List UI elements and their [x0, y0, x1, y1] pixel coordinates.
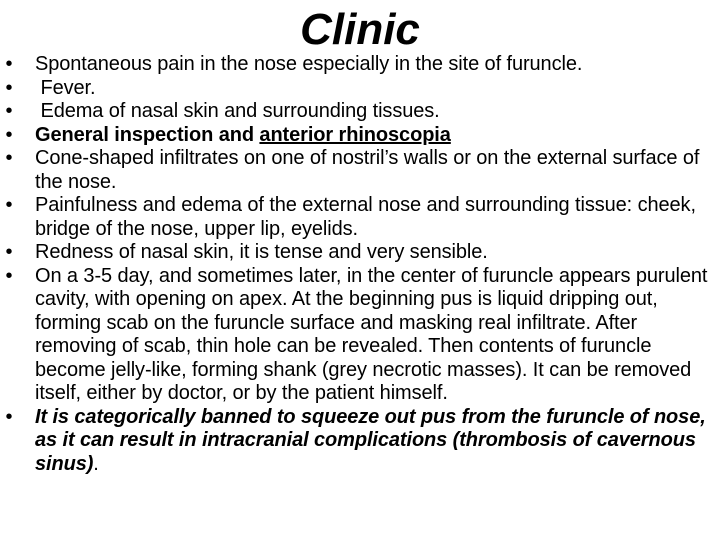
bullet-text: Edema of nasal skin and surrounding tissues. [35, 100, 440, 122]
bullet-item-fever [0, 77, 712, 101]
bullet-marker: • [5, 405, 13, 428]
bullet-list [0, 53, 712, 476]
bullet-marker: • [5, 147, 13, 169]
bullet-item-edema [0, 100, 712, 124]
bullet-item-inspection [0, 124, 712, 148]
bullet-text: Painfulness and edema of the external nose and surrounding tissue: cheek, bridge of the nose, upper lip, eyelids. [35, 194, 696, 240]
bullet-item-warning [0, 406, 712, 477]
bullet-item-purulent-cavity [0, 265, 712, 406]
bullet-item-painfulness [0, 194, 712, 241]
bullet-item-pain [0, 53, 712, 77]
bullet-text: Cone-shaped infiltrates on one of nostril’s walls or on the external surface of the nose. [35, 147, 700, 193]
bullet-marker: • [5, 194, 13, 216]
bullet-text: Spontaneous pain in the nose especially in the site of furuncle. [35, 53, 583, 75]
bullet-text: Fever. [35, 76, 96, 99]
bullet-text-part: General inspection and [35, 123, 260, 146]
warning-text: It is categorically banned to squeeze out pus from the furuncle of nose, as it can result in intracranial complications (thrombosis of cavernous sinus) [35, 405, 706, 475]
bullet-marker: • [5, 241, 13, 263]
bullet-marker: • [5, 123, 13, 146]
rhinoscopia-term: anterior rhinoscopia [259, 123, 451, 146]
bullet-marker: • [5, 53, 13, 75]
bullet-text: Redness of nasal skin, it is tense and very sensible. [35, 241, 488, 263]
slide-title: Clinic [300, 5, 420, 54]
bullet-marker: • [5, 100, 13, 122]
bullet-marker: • [5, 264, 13, 287]
bullet-marker: • [5, 76, 13, 99]
bullet-text: On a 3-5 day, and sometimes later, in the center of furuncle appears purulent cavity, with opening on apex. At the beginning pus is liquid dripping out, forming scab on the furuncle surface and masking real infiltrate. After removing of scab, thin hole can be revealed. Then contents of furuncle become jelly-like, forming shank (grey necrotic masses). It can be removed itself, either by doctor, or by the patient himself. [35, 264, 708, 404]
bullet-item-infiltrates [0, 147, 712, 194]
warning-period: . [93, 452, 99, 475]
bullet-item-redness [0, 241, 712, 265]
